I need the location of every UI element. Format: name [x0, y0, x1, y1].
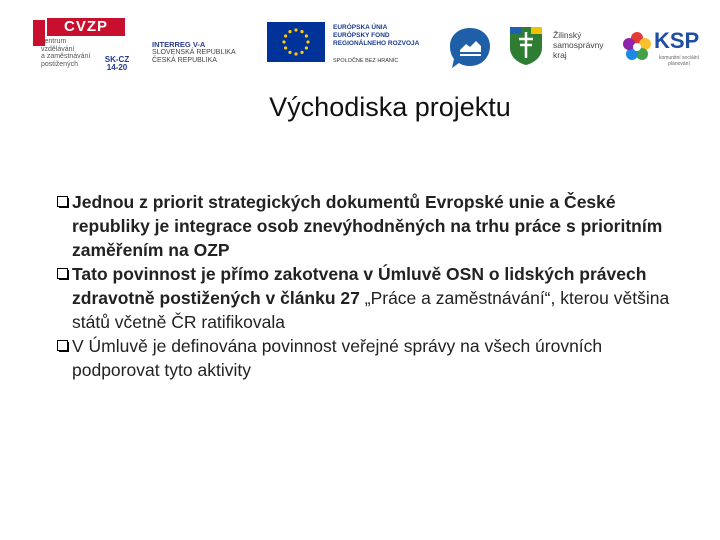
bullet-2: [55, 262, 675, 334]
ksp-tagline: komunitní sociální plánování: [658, 55, 700, 67]
checkbox-bullet-icon: [57, 268, 68, 279]
slide-title: Východiska projektu: [269, 92, 511, 122]
cvzp-subtitle: centrum vzdělávání a zaměstnávání postižených: [41, 38, 91, 68]
cvzp-wordmark: CVZP: [47, 18, 125, 36]
slovakia-bubble-logo: [448, 26, 492, 70]
ksp-wordmark: KSP: [654, 28, 700, 53]
ksp-flower-icon: [622, 31, 652, 61]
zilina-region-text: Žilinský samosprávny kraj: [553, 30, 604, 60]
interreg-countries: SLOVENSKÁ REPUBLIKA ČESKÁ REPUBLIKA: [152, 49, 236, 64]
cvzp-program: SK-CZ 14-20: [104, 55, 130, 72]
interreg-name: INTERREG V-A: [152, 40, 206, 49]
ksp-logo: [622, 27, 706, 69]
bullet-2-text-bold: Tato povinnost je přímo zakotvena v Úmluvě OSN o lidských právech zdravotně postižených v článku 27: [72, 264, 647, 308]
interreg-logo: [152, 40, 262, 70]
bullet-list: [55, 190, 675, 382]
checkbox-bullet-icon: [57, 340, 68, 351]
eu-motto: SPOLOČNE BEZ HRANÍC: [333, 58, 399, 64]
bullet-3: [55, 334, 675, 382]
bullet-2-text-normal: „Práce a zaměstnávání“, kterou většina států včetně ČR ratifikovala: [72, 288, 670, 332]
logo-bar: [0, 0, 720, 80]
bullet-1: [55, 190, 675, 262]
zilina-crest-icon: [509, 26, 543, 66]
bullet-1-text: Jednou z priorit strategických dokumentů Evropské unie a České republiky je integrace osob znevýhodněných na trhu práce s prioritním zaměřením na OZP: [72, 192, 663, 260]
cvzp-logo: [33, 18, 133, 70]
eu-fund-text: EURÓPSKA ÚNIA EURÓPSKY FOND REGIONÁLNEHO ROZVOJA: [333, 24, 420, 47]
bullet-3-text: V Úmluvě je definována povinnost veřejné správy na všech úrovních podporovat tyto aktivity: [72, 336, 603, 380]
eu-flag-icon: [267, 22, 325, 62]
checkbox-bullet-icon: [57, 196, 68, 207]
eu-logo: [267, 20, 439, 70]
